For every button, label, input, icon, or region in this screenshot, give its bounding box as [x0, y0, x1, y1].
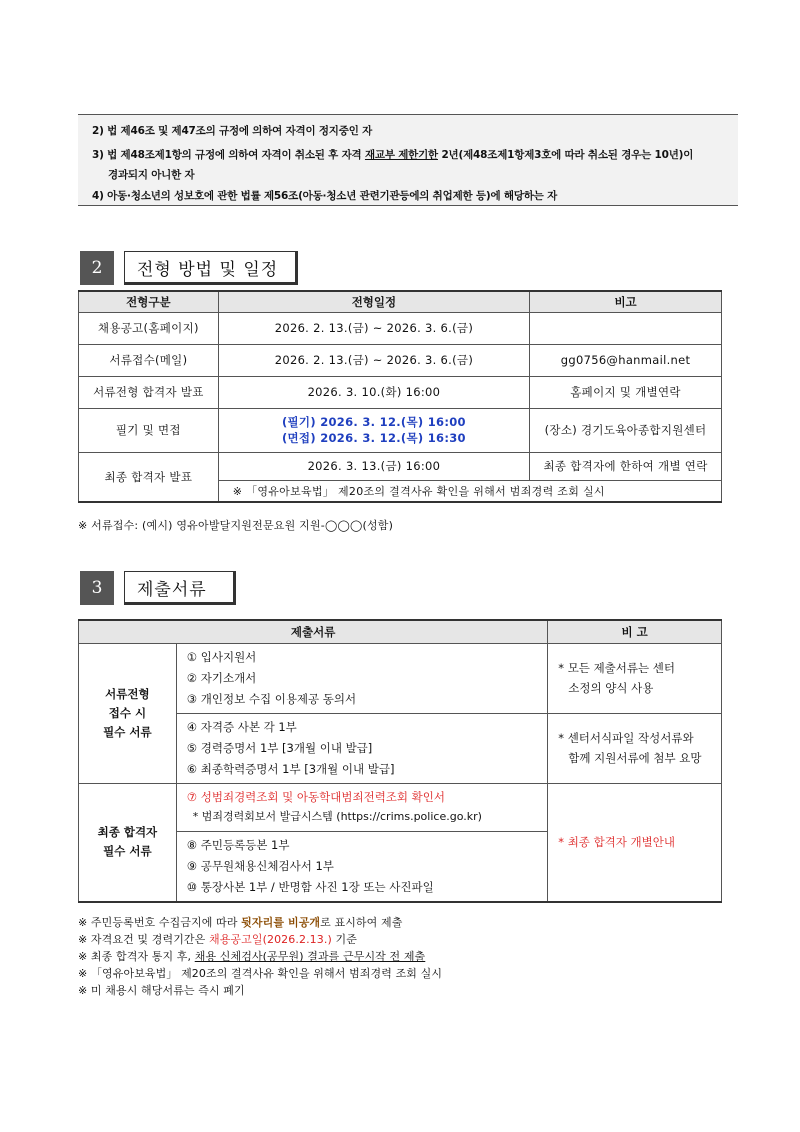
note-5: ※ 미 채용시 해당서류는 즉시 폐기: [78, 984, 245, 997]
section-3-number: 3: [80, 571, 114, 605]
crims-link-text: * 범죄경력회보서 발급시스템 (https://crims.police.go.kr): [192, 810, 482, 823]
table-row: 필기 및 면접 (필기) 2026. 3. 12.(목) 16:00 (면접) 2026. 3. 12.(목) 16:30 (장소) 경기도육아종합지원센터: [79, 408, 722, 452]
criminal-check-note: ※ 「영유아보육법」 제20조의 결격사유 확인을 위해서 범죄경력 조회 실시: [218, 480, 721, 502]
group2-label: 최종 합격자 필수 서류: [79, 783, 177, 902]
header-documents: 제출서류: [79, 620, 548, 643]
group2-block: ⑧ 주민등록등본 1부 ⑨ 공무원채용신체검사서 1부 ⑩ 통장사본 1부 / 반명함 사진 1장 또는 사진파일: [176, 831, 548, 902]
note-3: ※ 최종 합격자 통지 후, 채용 신체검사(공무원) 결과를 근무시작 전 제출: [78, 950, 426, 963]
note-2: ※ 자격요건 및 경력기간은 채용공고일(2026.2.13.) 기준: [78, 933, 357, 946]
group2-note: * 최종 합격자 개별안내: [548, 783, 722, 902]
disqualification-item-4: 4) 아동·청소년의 성보호에 관한 법률 제56조(아동·청소년 관련기관등에의 취업제한 등)에 해당하는 자: [92, 190, 558, 202]
section-3-title: 제출서류: [124, 571, 236, 605]
group1-block2: ④ 자격증 사본 각 1부 ⑤ 경력증명서 1부 [3개월 이내 발급] ⑥ 최종학력증명서 1부 [3개월 이내 발급]: [176, 713, 548, 783]
table-row: 채용공고(홈페이지) 2026. 2. 13.(금) ~ 2026. 3. 6.(금): [79, 312, 722, 344]
schedule-table: [78, 290, 722, 503]
submission-footnote: ※ 서류접수: (예시) 영유아발달지원전문요원 지원-◯◯◯(성함): [78, 519, 394, 532]
interview-schedule: (면접) 2026. 3. 12.(목) 16:30: [281, 431, 466, 445]
table-row: 최종 합격자 발표 2026. 3. 13.(금) 16:00 최종 합격자에 한하여 개별 연락: [79, 452, 722, 480]
header-schedule: 전형일정: [218, 291, 529, 312]
section-3-header: [80, 571, 236, 605]
section-2-number: 2: [80, 251, 114, 285]
disqualification-item-3: 3) 법 제48조제1항의 규정에 의하여 자격이 취소된 후 자격 재교부 제한기한 2년(제48조제1항제3호에 따라 취소된 경우는 10년)이: [92, 149, 694, 161]
header-remarks: 비 고: [548, 620, 722, 643]
note-4: ※ 「영유아보육법」 제20조의 결격사유 확인을 위해서 범죄경력 조회 실시: [78, 967, 443, 980]
group1-label: 서류전형 접수 시 필수 서류: [79, 643, 177, 783]
disqualification-item-3-cont: 경과되지 아니한 자: [108, 169, 195, 181]
documents-table: [78, 619, 722, 903]
table-row: 서류접수(메일) 2026. 2. 13.(금) ~ 2026. 3. 6.(금) gg0756@hanmail.net: [79, 344, 722, 376]
email-text: gg0756@hanmail.net: [530, 344, 722, 376]
group1-note1: * 모든 제출서류는 센터 소정의 양식 사용: [548, 643, 722, 713]
section-2-header: [80, 251, 300, 285]
written-exam-schedule: (필기) 2026. 3. 12.(목) 16:00: [281, 415, 466, 429]
table-row: 서류전형 합격자 발표 2026. 3. 10.(화) 16:00 홈페이지 및 개별연락: [79, 376, 722, 408]
group1-note2: * 센터서식파일 작성서류와 함께 지원서류에 첨부 요망: [548, 713, 722, 783]
note-1: ※ 주민등록번호 수집금지에 따라 뒷자리를 비공개로 표시하여 제출: [78, 916, 403, 929]
disqualification-box: [78, 114, 738, 206]
bottom-notes: [78, 914, 442, 999]
disqualification-item-2: 2) 법 제46조 및 제47조의 규정에 의하여 자격이 정지중인 자: [92, 125, 373, 137]
header-note: 비고: [530, 291, 722, 312]
section-2-title: 전형 방법 및 일정: [124, 251, 298, 285]
header-type: 전형구분: [79, 291, 219, 312]
group1-block1: ① 입사지원서 ② 자기소개서 ③ 개인정보 수집 이용제공 동의서: [176, 643, 548, 713]
criminal-record-item: ⑦ 성범죄경력조회 및 아동학대범죄전력조회 확인서: [186, 790, 445, 804]
